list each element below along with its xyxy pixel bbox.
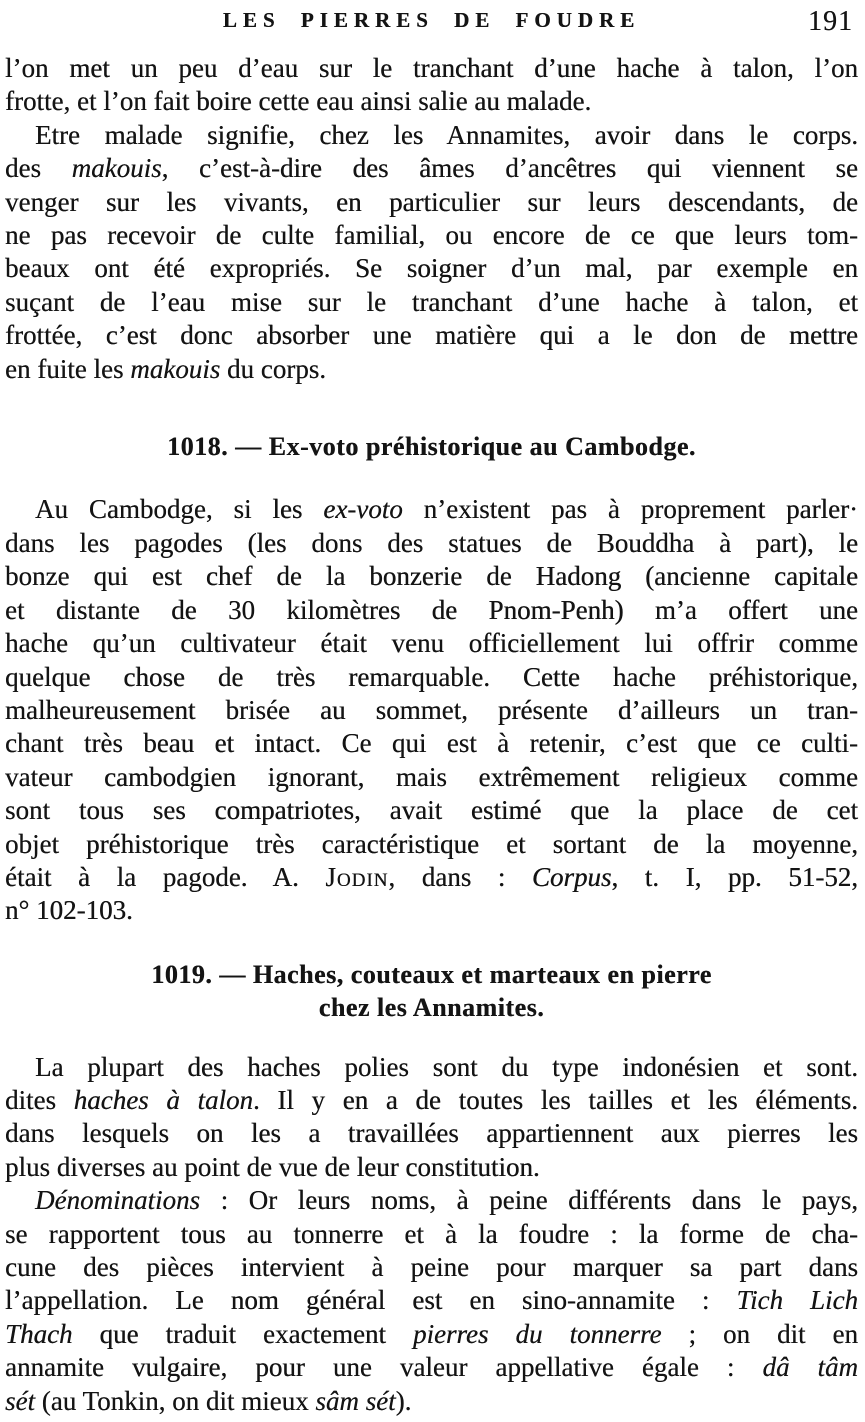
heading-line: chez les Annamites. [318,993,545,1023]
page-number: 191 [808,6,853,37]
text-line: dites haches à talon. Il y en a de toutes les tailles et les éléments. [5,1084,859,1115]
text-line: annamite vulgaire, pour une valeur appellative égale : dâ tâm [5,1352,859,1383]
text-line: chant très beau et intact. Ce qui est à retenir, c’est que ce culti- [5,728,858,759]
text-line: malheureusement brisée au sommet, présente d’ailleurs un tran- [5,694,858,725]
text-line: en fuite les makouis du corps. [5,353,326,384]
text-line: était à la pagode. A. Jodin, dans : Corpus, t. I, pp. 51-52, [5,861,859,892]
text-line: bonze qui est chef de la bonzerie de Hadong (ancienne capitale [5,561,858,592]
heading-line: 1019. — Haches, couteaux et marteaux en pierre [151,959,712,989]
paragraph [5,119,858,386]
text-line: venger sur les vivants, en particulier sur leurs descendants, de [5,186,858,217]
heading-line: 1018. — Ex-voto préhistorique au Cambodge. [167,432,696,462]
section-heading [5,958,858,1025]
text-line: beaux ont été expropriés. Se soigner d’un mal, par exemple en [5,253,858,284]
text-line: l’on met un peu d’eau sur le tranchant d’une hache à talon, l’on [5,53,858,83]
text-line: La plupart des haches polies sont du type indonésien et sont. [35,1051,858,1082]
paragraph [5,1051,858,1185]
text-line: Au Cambodge, si les ex-voto n’existent pas à proprement parler· [35,494,859,525]
text-line: ne pas recevoir de culte familial, ou encore de ce que leurs tom- [5,220,858,251]
running-title: LES PIERRES DE FOUDRE [222,8,641,32]
paragraph [5,493,858,927]
text-line: cune des pièces intervient à peine pour marquer sa part dans [5,1252,858,1282]
text-line: Etre malade signifie, chez les Annamites, avoir dans le corps. [35,119,858,150]
text-line: hache qu’un cultivateur était venu officiellement lui offrir comme [5,628,858,659]
text-line: frottée, c’est donc absorber une matière qui a le don de mettre [5,320,858,351]
text-line: Thach que traduit exactement pierres du tonnerre ; on dit en [5,1318,858,1349]
text-line: suçant de l’eau mise sur le tranchant d’une hache à talon, et [5,286,858,317]
text-line: sont tous ses compatriotes, avait estimé que la place de cet [5,795,858,826]
paragraph [5,52,858,119]
section-heading [5,430,858,463]
text-line: se rapportent tous au tonnerre et à la foudre : la forme de cha- [5,1218,858,1249]
text-line: frotte, et l’on fait boire cette eau ainsi salie au malade. [5,86,592,117]
text-line: Dénominations : Or leurs noms, à peine différents dans le pays, [35,1185,858,1216]
text-line: dans lesquels on les a travaillées appartiennent aux pierres les [5,1118,858,1149]
text-line: quelque chose de très remarquable. Cette hache préhistorique, [5,661,858,692]
paragraph [5,1184,858,1418]
page-body [5,52,858,1418]
text-line: vateur cambodgien ignorant, mais extrêmement religieux comme [5,761,858,792]
text-line: des makouis, c’est-à-dire des âmes d’ancêtres qui viennent se [5,153,858,184]
running-header [5,6,858,36]
text-line: sét (au Tonkin, on dit mieux sâm sét). [5,1385,412,1416]
text-line: dans les pagodes (les dons des statues de Bouddha à part), le [5,527,858,558]
text-line: l’appellation. Le nom général est en sino-annamite : Tich Lich [5,1285,858,1316]
text-line: plus diverses au point de vue de leur constitution. [5,1151,540,1182]
text-line: n° 102-103. [5,895,133,926]
text-line: et distante de 30 kilomètres de Pnom-Penh) m’a offert une [5,594,858,625]
text-line: objet préhistorique très caractéristique et sortant de la moyenne, [5,828,858,859]
